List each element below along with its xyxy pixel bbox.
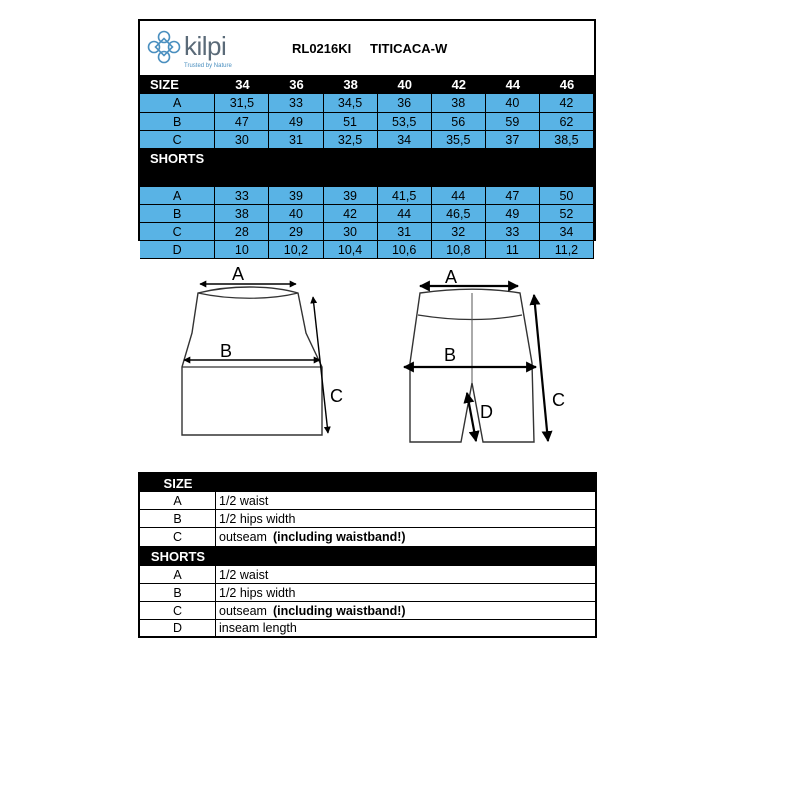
table-cell: 30 [324, 223, 378, 241]
table-cell: 30 [215, 131, 269, 149]
brand-name: kilpi [184, 31, 227, 61]
table-row [140, 94, 594, 113]
shorts-header-row [140, 149, 594, 187]
table-cell: 62 [540, 113, 594, 131]
table-cell: 10,6 [378, 241, 432, 259]
legend-key: C [140, 602, 216, 619]
table-cell: 11,2 [540, 241, 594, 259]
legend-key: B [140, 510, 216, 527]
table-cell: 32,5 [324, 131, 378, 149]
table-cell: 37 [486, 131, 540, 149]
legend-key: C [140, 528, 216, 546]
table-cell: 39 [269, 187, 323, 205]
product-code: RL0216KI [292, 41, 352, 56]
legend-row [140, 620, 595, 636]
legend-desc: inseam length [219, 621, 297, 635]
table-cell: 50 [540, 187, 594, 205]
legend-desc: 1/2 waist [219, 567, 269, 582]
table-row [140, 187, 594, 205]
table-cell: 36 [378, 94, 432, 113]
table-cell: 46,5 [432, 205, 486, 223]
table-cell: 53,5 [378, 113, 432, 131]
row-label: B [140, 205, 215, 223]
size-col-header: 36 [289, 77, 304, 92]
table-cell: 29 [269, 223, 323, 241]
brand-logo [146, 29, 266, 73]
legend-key: D [140, 620, 216, 636]
row-label: D [140, 241, 215, 259]
skirt-label-c: C [330, 386, 343, 406]
table-row [140, 205, 594, 223]
brand-tagline: Trusted by Nature [184, 63, 232, 69]
shorts-label-b: B [444, 345, 457, 365]
shorts-label-c: C [552, 390, 565, 410]
table-row [140, 113, 594, 131]
table-cell: 49 [486, 205, 540, 223]
table-cell: 59 [486, 113, 540, 131]
table-cell: 34 [540, 223, 594, 241]
table-cell: 32 [432, 223, 486, 241]
table-cell: 35,5 [432, 131, 486, 149]
legend-note: (including waistband!) [272, 530, 406, 544]
legend-desc: outseam [219, 530, 267, 544]
table-cell: 31 [269, 131, 323, 149]
table-cell: 10,2 [269, 241, 323, 259]
row-label: A [140, 187, 215, 205]
legend-row [140, 566, 595, 584]
table-cell: 28 [215, 223, 269, 241]
skirt-label-a: A [232, 264, 245, 284]
table-cell: 42 [324, 205, 378, 223]
legend-table [138, 472, 597, 638]
size-chart-table [138, 19, 596, 257]
table-cell: 38,5 [540, 131, 594, 149]
table-cell: 10,4 [324, 241, 378, 259]
legend-desc: 1/2 hips width [219, 511, 296, 526]
size-col-header: 46 [559, 77, 575, 92]
table-cell: 52 [540, 205, 594, 223]
table-header [140, 21, 594, 75]
table-cell: 31,5 [215, 94, 269, 113]
table-cell: 38 [432, 94, 486, 113]
skirt-outseam-arrow [313, 297, 328, 433]
legend-key: A [140, 566, 216, 583]
table-cell: 39 [324, 187, 378, 205]
measurement-diagrams [170, 255, 590, 455]
shorts-diagram [404, 267, 565, 442]
size-col-header: 40 [397, 77, 412, 92]
table-row [140, 131, 594, 149]
legend-size-header [140, 474, 595, 492]
legend-key: A [140, 492, 216, 509]
table-cell: 10 [215, 241, 269, 259]
table-cell: 41,5 [378, 187, 432, 205]
legend-desc: 1/2 waist [219, 493, 269, 508]
legend-note: (including waistband!) [272, 603, 406, 618]
table-cell: 38 [215, 205, 269, 223]
table-row [140, 223, 594, 241]
shorts-outseam-arrow [534, 295, 548, 441]
table-cell: 44 [378, 205, 432, 223]
legend-shorts-label: SHORTS [150, 548, 206, 564]
legend-desc: 1/2 hips width [219, 585, 296, 600]
table-cell: 42 [540, 94, 594, 113]
legend-shorts-header [140, 546, 595, 566]
size-col-header: 42 [451, 77, 467, 92]
table-cell: 47 [486, 187, 540, 205]
legend-desc: outseam [219, 603, 267, 618]
table-cell: 10,8 [432, 241, 486, 259]
table-cell: 34 [378, 131, 432, 149]
table-cell: 11 [486, 241, 540, 259]
legend-row [140, 510, 595, 528]
table-cell: 51 [324, 113, 378, 131]
table-cell: 33 [486, 223, 540, 241]
legend-row [140, 528, 595, 546]
table-cell: 31 [378, 223, 432, 241]
table-cell: 34,5 [324, 94, 378, 113]
size-label: SIZE [150, 77, 179, 92]
legend-size-label: SIZE [163, 475, 193, 491]
size-header-row [140, 75, 594, 94]
skirt-diagram [182, 264, 343, 435]
table-cell: 56 [432, 113, 486, 131]
legend-row [140, 584, 595, 602]
row-label: A [140, 94, 215, 113]
shorts-label-a: A [445, 267, 458, 287]
legend-row [140, 602, 595, 620]
table-cell: 33 [269, 94, 323, 113]
row-label: C [140, 223, 215, 241]
row-label: B [140, 113, 215, 131]
product-name: TITICACA-W [370, 41, 448, 56]
skirt-label-b: B [220, 341, 233, 361]
size-col-header: 34 [235, 77, 250, 92]
kilpi-knot-icon [146, 29, 182, 65]
shorts-label-d: D [480, 402, 493, 422]
table-cell: 33 [215, 187, 269, 205]
row-label: C [140, 131, 215, 149]
table-cell: 47 [215, 113, 269, 131]
table-cell: 44 [432, 187, 486, 205]
size-col-header: 38 [343, 77, 358, 92]
legend-key: B [140, 584, 216, 601]
table-cell: 49 [269, 113, 323, 131]
size-col-header: 44 [505, 77, 521, 92]
table-cell: 40 [486, 94, 540, 113]
shorts-label: SHORTS [150, 151, 205, 166]
legend-row [140, 492, 595, 510]
table-cell: 40 [269, 205, 323, 223]
